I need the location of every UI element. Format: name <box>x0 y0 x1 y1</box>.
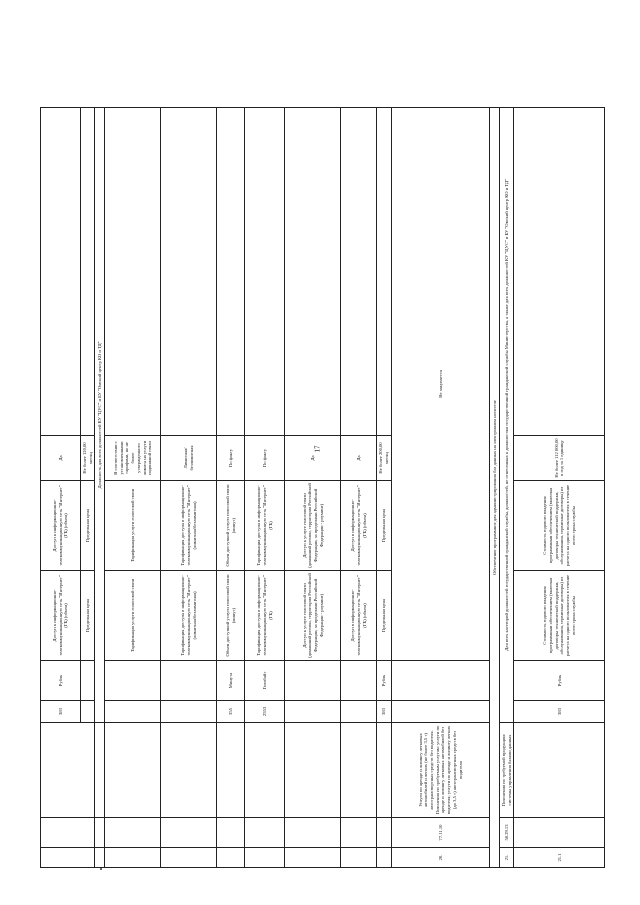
empty-cell <box>377 723 391 818</box>
table-row <box>161 108 217 868</box>
table-row <box>391 108 489 868</box>
empty-cell <box>217 723 245 818</box>
empty-cell <box>285 723 341 818</box>
empty-cell <box>105 701 161 723</box>
empty-cell <box>41 723 95 818</box>
empty-cell <box>95 848 105 868</box>
table-row <box>285 108 341 868</box>
value-cell: Лимитная/безлимитная <box>161 436 217 481</box>
characteristic-cell: Стоимость годового владения программным обеспечением (включая договоры технической поддержки, обслуживания, сервисные договоры) из расчета на одного пользователя в течение всего срока службы <box>514 481 605 571</box>
empty-cell <box>245 723 285 818</box>
table-row <box>41 108 81 868</box>
unit-name-cell: Гигабайт <box>245 661 285 701</box>
empty-cell <box>95 818 105 848</box>
value-cell: По факту <box>217 436 245 481</box>
unit-name-cell: Минута <box>217 661 245 701</box>
empty-cell <box>285 701 341 723</box>
empty-cell <box>81 661 95 701</box>
table-row <box>514 108 605 868</box>
okpd-code-cell: 77.11.10 <box>391 818 489 848</box>
characteristic-cell: Тарификация услуги голосовой связи <box>105 481 161 571</box>
characteristic-cell: Тарификация доступа в информационно-телекоммуникационную сеть "Интернет" (ГБ) <box>245 481 285 571</box>
empty-cell <box>217 848 245 868</box>
empty-cell <box>341 108 377 436</box>
empty-cell <box>514 723 605 818</box>
empty-cell <box>81 701 95 723</box>
value-cell: Не более 120,00 месяц <box>81 436 95 481</box>
table-row <box>245 108 285 868</box>
price-label-cell: Предельная цена <box>81 571 95 661</box>
table-row <box>377 108 391 868</box>
empty-cell <box>41 108 81 436</box>
empty-cell <box>41 848 95 868</box>
empty-cell <box>245 818 285 848</box>
empty-cell <box>285 848 341 868</box>
not-purchased-cell: Не закупается <box>391 108 489 661</box>
empty-cell <box>341 723 377 818</box>
price-label-cell: Предельная цена <box>377 481 391 571</box>
unit-name-cell: Рубль <box>41 661 81 701</box>
characteristic-cell: Доступ к информационно-телекоммуникационную сеть "Интернет" (ГБ) (объем) <box>41 571 81 661</box>
unit-code-cell: 383 <box>41 701 81 723</box>
empty-cell <box>161 108 217 436</box>
table-row <box>489 108 499 868</box>
characteristic-cell: Объем доступной услуги голосовой связи (минут) <box>217 571 245 661</box>
empty-cell <box>161 818 217 848</box>
characteristic-cell: Доступ в информационно-телекоммуникационную сеть "Интернет" (ГБ) (объем) <box>341 481 377 571</box>
empty-cell <box>217 108 245 436</box>
empty-cell <box>377 848 391 868</box>
empty-cell <box>377 108 391 436</box>
page-number: 17 <box>313 445 322 453</box>
empty-cell <box>245 108 285 436</box>
table-row <box>499 108 513 868</box>
characteristic-cell: Доступ к услуге голосовой связи (домашний регион, территория Российской Федерации, за пределами Российской Федерации - роуминг) <box>285 571 341 661</box>
section-heading-cell: Обеспечение программное для администрирования баз данных на электронном носителе <box>489 108 499 868</box>
value-cell: Да <box>285 436 341 481</box>
unit-code-cell: 383 <box>514 701 605 723</box>
row-number-cell: 21. <box>499 848 513 868</box>
characteristic-cell: Тарификация доступа в информационно-телекоммуникационную сеть "Интернет" (ГБ) <box>245 571 285 661</box>
unit-name-cell: Рубль <box>514 661 605 701</box>
empty-cell <box>161 848 217 868</box>
empty-cell <box>81 108 95 436</box>
row-number-cell: 20. <box>391 848 489 868</box>
positions-cell: Для всех категорий должностей государственной гражданской службы, должностей, не отнесенных к должностям государственной гражданской службы Министерства, а также для всех должностей КУ "ЦУС" и БУ "Омский центр КО и ТД" <box>499 108 513 723</box>
empty-cell <box>341 661 377 701</box>
empty-cell <box>377 818 391 848</box>
characteristic-cell: Доступ к услуге голосовой связи (домашний регион, территория Российской Федерации, за пределами Российской Федерации - роуминг) <box>285 481 341 571</box>
table-row <box>341 108 377 868</box>
empty-cell <box>105 848 161 868</box>
product-name-cell: Пояснения по требуемой продукции: системы управления базами данных <box>499 723 513 818</box>
value-cell: Да <box>341 436 377 481</box>
empty-cell <box>161 701 217 723</box>
price-label-cell: Предельная цена <box>81 481 95 571</box>
value-cell: Не более 112 000,00 в год за 1 единицу <box>514 436 605 481</box>
empty-cell <box>245 848 285 868</box>
value-cell: Да <box>41 436 81 481</box>
empty-cell <box>105 723 161 818</box>
empty-cell <box>217 818 245 848</box>
characteristic-cell: Тарификация доступа в информационно-телекоммуникационную сеть "Интернет" (лимитная/безлимитная) <box>161 481 217 571</box>
empty-cell <box>341 701 377 723</box>
value-cell: Не более 200,00 месяц <box>377 436 391 481</box>
unit-code-cell: 383 <box>377 701 391 723</box>
empty-cell <box>285 818 341 848</box>
empty-cell <box>514 108 605 436</box>
empty-cell <box>285 108 341 436</box>
empty-cell <box>105 661 161 701</box>
empty-cell <box>391 701 489 723</box>
row-number-cell: 21.1 <box>514 848 605 868</box>
empty-cell <box>341 848 377 868</box>
empty-cell <box>105 108 161 436</box>
empty-cell <box>391 661 489 701</box>
table-row <box>105 108 161 868</box>
unit-code-cell: 2553 <box>245 701 285 723</box>
characteristic-cell: Доступ в информационно-телекоммуникационную сеть "Интернет" (ГБ) (объем) <box>341 571 377 661</box>
product-name-cell: Услуги по аренде и лизингу легковых автомобилей и легких (не более 3,5 т) автотранспортных средств без водителя. Пояснения по требуемым услугам: услуги по аренде и лизингу легковых автомобилей без водителя; услуги по аренде и лизингу легких (до 3,5 т) автотранспортных средств без водителя <box>391 723 489 818</box>
rotated-table-page <box>40 108 595 868</box>
characteristic-cell: Объем доступной услуги голосовой связи (минут) <box>217 481 245 571</box>
table-row <box>217 108 245 868</box>
table-row <box>95 108 105 868</box>
empty-cell <box>161 723 217 818</box>
price-label-cell: Предельная цена <box>377 571 391 661</box>
empty-cell <box>105 818 161 848</box>
empty-cell <box>41 818 95 848</box>
okpd-code-cell: 58.29.13 <box>499 818 513 848</box>
characteristic-cell: Тарификация услуги голосовой связи <box>105 571 161 661</box>
scan-mark <box>100 868 102 870</box>
requirements-table <box>40 107 605 868</box>
unit-name-cell: Рубль <box>377 661 391 701</box>
empty-cell <box>285 661 341 701</box>
characteristic-cell: Стоимость годового владения программным обеспечением (включая договоры технической поддержки, обслуживания, сервисные договоры) из расчета на одного пользователя в течение всего срока службы <box>514 571 605 661</box>
value-cell: В соответствии с установленными тарифами, но не более утвержденного лимита на услуги подвижной связи <box>105 436 161 481</box>
empty-cell <box>161 661 217 701</box>
empty-cell <box>95 723 105 818</box>
empty-cell <box>514 818 605 848</box>
value-cell: По факту <box>245 436 285 481</box>
characteristic-cell: Доступ к информационно-телекоммуникационную сеть "Интернет" (ГБ) (объем) <box>41 481 81 571</box>
positions-cell: Должность для всех должностей КУ "ЦУС" и БУ "Омский центр КО и ТД" <box>95 108 105 723</box>
empty-cell <box>341 818 377 848</box>
unit-code-cell: 355 <box>217 701 245 723</box>
characteristic-cell: Тарификация доступа в информационно-телекоммуникационную сеть "Интернет" (лимитная/безлимитная) <box>161 571 217 661</box>
